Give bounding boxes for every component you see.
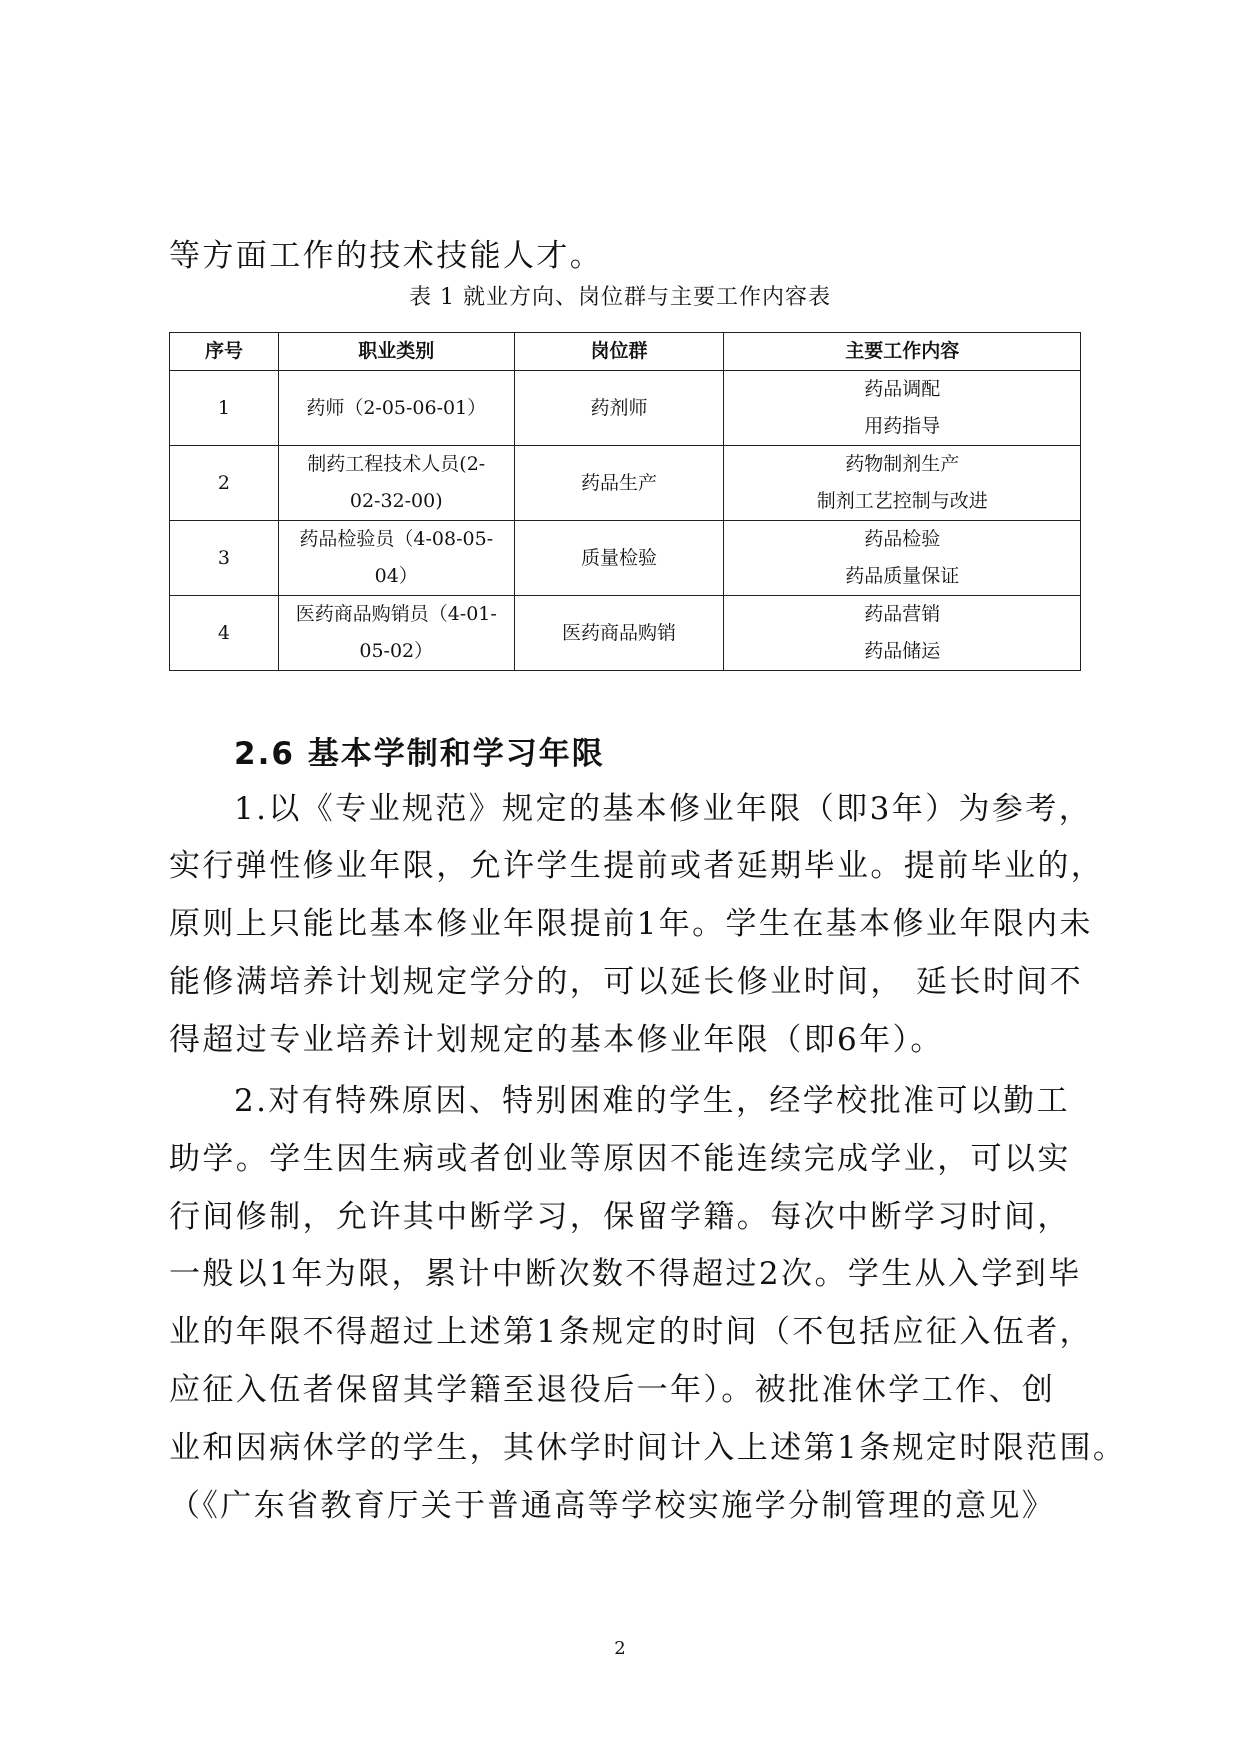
header-content: 主要工作内容 <box>724 333 1081 371</box>
row-group: 医药商品购销 <box>514 596 724 671</box>
content-line: 药品储运 <box>864 640 941 662</box>
row-no: 4 <box>170 596 279 671</box>
content-line: 药品调配 <box>864 378 941 400</box>
header-group: 岗位群 <box>514 333 724 371</box>
row-group: 药剂师 <box>514 371 724 446</box>
category-line: 制药工程技术人员(2- <box>307 453 486 475</box>
paragraph-line: 实行弹性修业年限，允许学生提前或者延期毕业。提前毕业的， <box>169 848 1105 884</box>
row-content <box>724 521 1081 596</box>
row-category <box>278 521 514 596</box>
paragraph-line: （《广东省教育厅关于普通高等学校实施学分制管理的意见》 <box>169 1488 1056 1524</box>
row-content <box>724 446 1081 521</box>
content-line: 制剂工艺控制与改进 <box>816 490 988 512</box>
table-row <box>170 596 1081 671</box>
row-category <box>278 446 514 521</box>
paragraph-line: 原则上只能比基本修业年限提前1年。学生在基本修业年限内未 <box>169 906 1093 942</box>
table-row <box>170 371 1081 446</box>
paragraph-line: 得超过专业培养计划规定的基本修业年限（即6年）。 <box>169 1022 944 1058</box>
row-category <box>278 596 514 671</box>
content-line: 用药指导 <box>864 415 941 437</box>
row-group: 质量检验 <box>514 521 724 596</box>
header-category: 职业类别 <box>278 333 514 371</box>
header-no: 序号 <box>170 333 279 371</box>
row-content <box>724 371 1081 446</box>
content-line: 药物制剂生产 <box>845 453 960 475</box>
row-no: 2 <box>170 446 279 521</box>
category-line: 05-02） <box>359 640 434 662</box>
content-line: 药品质量保证 <box>845 565 960 587</box>
row-group: 药品生产 <box>514 446 724 521</box>
paragraph-line: 助学。学生因生病或者创业等原因不能连续完成学业，可以实 <box>169 1141 1071 1177</box>
category-line: 04） <box>374 565 418 587</box>
section-heading: 2.6 基本学制和学习年限 <box>234 736 605 772</box>
paragraph-line: 业的年限不得超过上述第1条规定的时间（不包括应征入伍者， <box>169 1314 1093 1350</box>
category-line: 药师（2-05-06-01） <box>306 396 487 419</box>
intro-line: 等方面工作的技术技能人才。 <box>169 238 604 274</box>
row-content <box>724 596 1081 671</box>
row-no: 3 <box>170 521 279 596</box>
category-line: 医药商品购销员（4-01- <box>295 603 497 625</box>
table-header-row <box>170 333 1081 371</box>
paragraph-line: 行间修制，允许其中断学习，保留学籍。每次中断学习时间， <box>169 1199 1071 1235</box>
table-row <box>170 446 1081 521</box>
content-line: 药品营销 <box>864 603 941 625</box>
row-category <box>278 371 514 446</box>
paragraph-line: 业和因病休学的学生，其休学时间计入上述第1条规定时限范围。 <box>169 1430 1127 1466</box>
employment-table <box>169 332 1081 671</box>
table-row <box>170 521 1081 596</box>
paragraph-line: 2.对有特殊原因、特别困难的学生，经学校批准可以勤工 <box>234 1083 1070 1119</box>
row-no: 1 <box>170 371 279 446</box>
category-line: 02-32-00) <box>349 490 443 512</box>
paragraph-line: 一般以1年为限，累计中断次数不得超过2次。学生从入学到毕 <box>169 1256 1082 1292</box>
content-line: 药品检验 <box>864 528 941 550</box>
table-caption: 表 1 就业方向、岗位群与主要工作内容表 <box>409 285 831 310</box>
category-line: 药品检验员（4-08-05- <box>299 528 494 550</box>
paragraph-line: 能修满培养计划规定学分的，可以延长修业时间， 延长时间不 <box>169 964 1084 1000</box>
paragraph-line: 1.以《专业规范》规定的基本修业年限（即3年）为参考， <box>234 791 1093 827</box>
paragraph-line: 应征入伍者保留其学籍至退役后一年）。被批准休学工作、创 <box>169 1372 1056 1408</box>
page-number: 2 <box>614 1638 626 1659</box>
